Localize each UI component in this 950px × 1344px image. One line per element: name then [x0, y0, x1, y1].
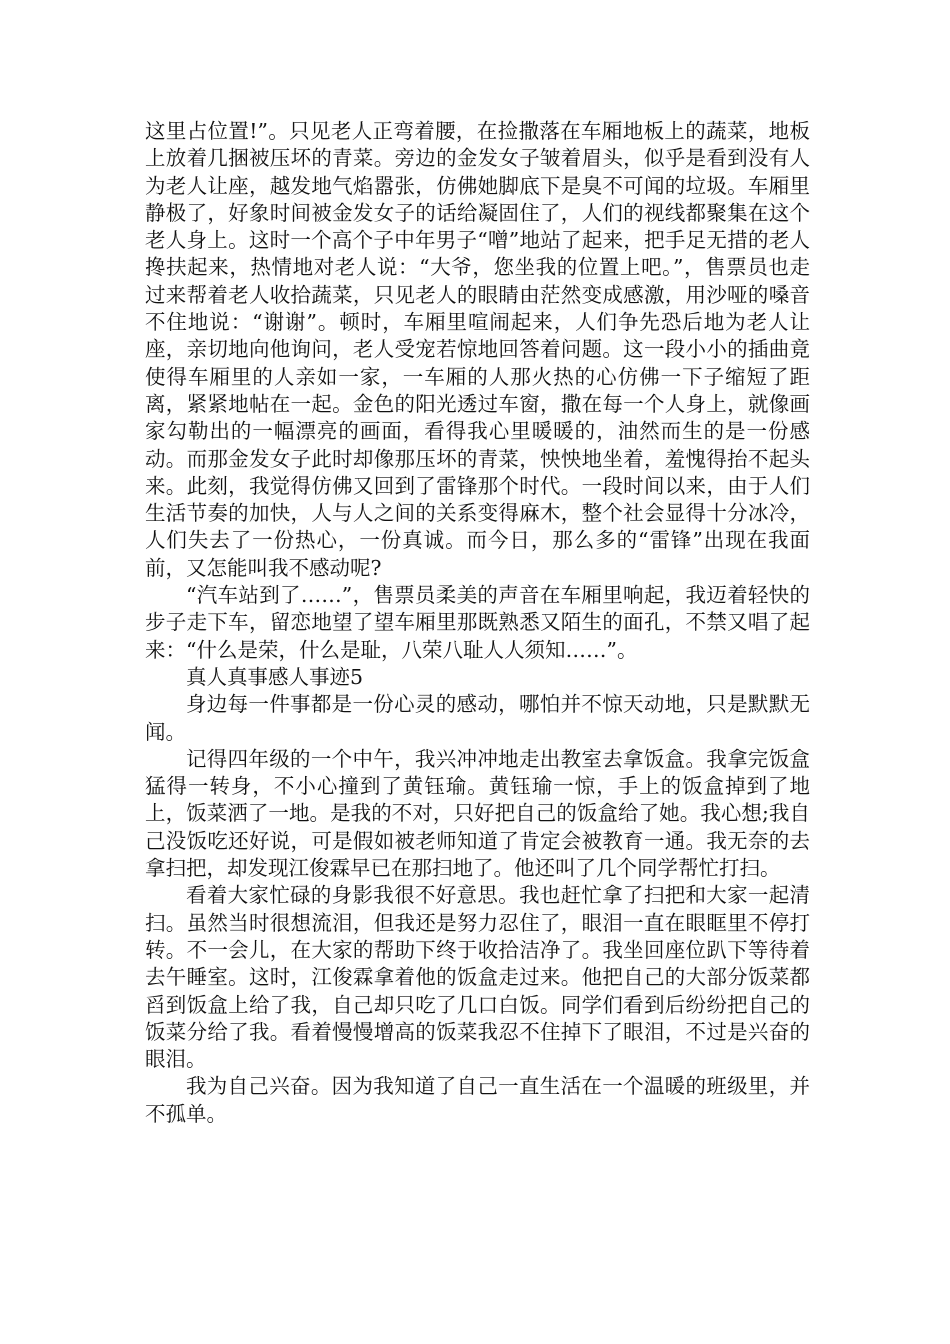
section-heading: 真人真事感人事迹5	[186, 664, 364, 689]
document-page	[145, 118, 810, 1128]
paragraph-lunchbox-accident: 记得四年级的一个中午，我兴冲冲地走出教室去拿饭盒。我拿完饭盒猛得一转身，不小心撞到了黄钰瑜。黄钰瑜一惊，手上的饭盒掉到了地上，饭菜洒了一地。是我的不对，只好把自己的饭盒给了她。我心想;我自己没饭吃还好说，可是假如被老师知道了肯定会被教育一通。我无奈的去拿扫把，却发现江俊霖早已在那扫地了。他还叫了几个同学帮忙打扫。	[145, 746, 810, 881]
paragraph-bus-story-continued: 这里占位置!”。只见老人正弯着腰，在捡撒落在车厢地板上的蔬菜，地板上放着几捆被压坏的青菜。旁边的金发女子皱着眉头，似乎是看到没有人为老人让座，越发地气焰嚣张，仿佛她脚底下是臭不可闻的垃圾。车厢里静极了，好象时间被金发女子的话给凝固住了，人们的视线都聚集在这个老人身上。这时一个高个子中年男子“噌”地站了起来，把手足无措的老人搀扶起来，热情地对老人说：“大爷，您坐我的位置上吧。”，售票员也走过来帮着老人收拾蔬菜，只见老人的眼睛由茫然变成感激，用沙哑的嗓音不住地说：“谢谢”。顿时，车厢里喧闹起来，人们争先恐后地为老人让座，亲切地向他询问，老人受宠若惊地回答着问题。这一段小小的插曲竟使得车厢里的人亲如一家，一车厢的人那火热的心仿佛一下子缩短了距离，紧紧地帖在一起。金色的阳光透过车窗，撒在每一个人身上，就像画家勾勒出的一幅漂亮的画面，看得我心里暖暖的，油然而生的是一份感动。而那金发女子此时却像那压坏的青菜，怏怏地坐着，羞愧得抬不起头来。此刻，我觉得仿佛又回到了雷锋那个时代。一段时间以来，由于人们生活节奏的加快，人与人之间的关系变得麻木，整个社会显得十分冰冷，人们失去了一份热心，一份真诚。而今日，那么多的“雷锋”出现在我面前，又怎能叫我不感动呢?	[145, 119, 810, 580]
paragraph-intro: 身边每一件事都是一份心灵的感动，哪怕并不惊天动地，只是默默无闻。	[145, 692, 810, 744]
paragraph-conclusion: 我为自己兴奋。因为我知道了自己一直生活在一个温暖的班级里，并不孤单。	[145, 1074, 810, 1126]
paragraph-classmates-help: 看着大家忙碌的身影我很不好意思。我也赶忙拿了扫把和大家一起清扫。虽然当时很想流泪，但我还是努力忍住了，眼泪一直在眼眶里不停打转。不一会儿，在大家的帮助下终于收拾洁净了。我坐回座位趴下等待着去午睡室。这时，江俊霖拿着他的饭盒走过来。他把自己的大部分饭菜都舀到饭盒上给了我，自己却只吃了几口白饭。同学们看到后纷纷把自己的饭菜分给了我。看着慢慢增高的饭菜我忍不住掉下了眼泪，不过是兴奋的眼泪。	[145, 883, 810, 1072]
paragraph-bus-arrival: “汽车站到了……”，售票员柔美的声音在车厢里响起，我迈着轻快的步子走下车，留恋地望了望车厢里那既熟悉又陌生的面孔，不禁又唱了起来：“什么是荣，什么是耻，八荣八耻人人须知……”。	[145, 583, 810, 662]
